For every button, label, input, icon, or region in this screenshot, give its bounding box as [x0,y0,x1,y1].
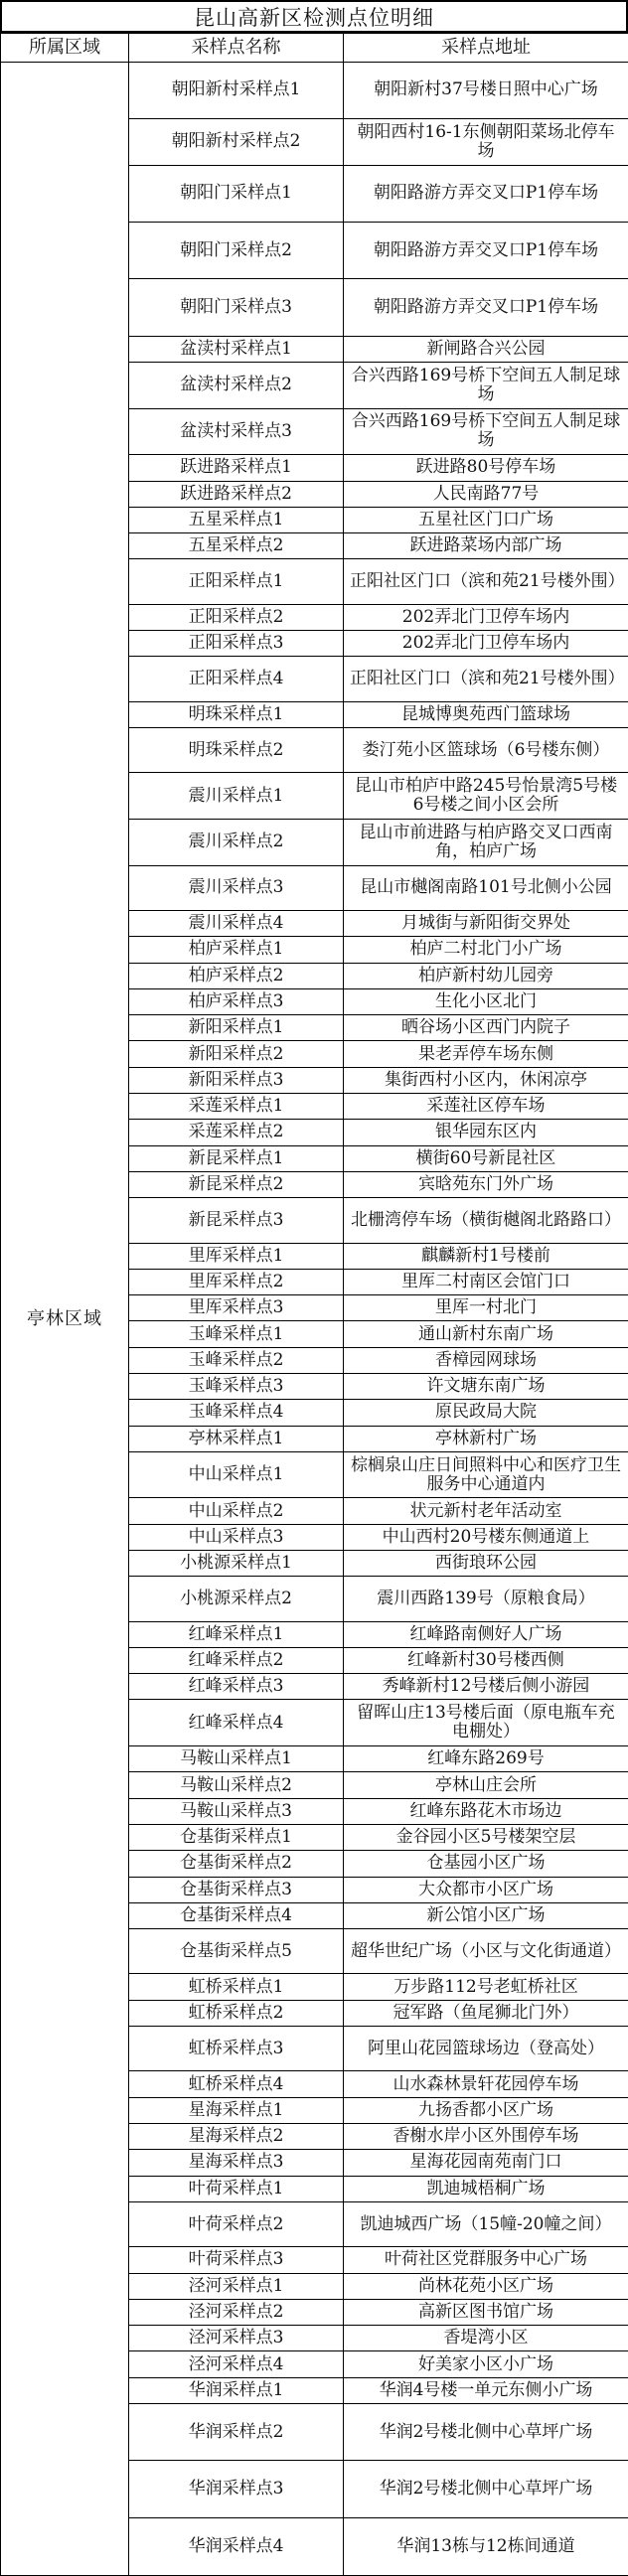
point-name-cell: 五星采样点1 [129,507,344,532]
point-address-cell: 朝阳新村37号楼日照中心广场 [344,62,628,118]
point-name-cell: 泾河采样点1 [129,2273,344,2299]
point-name-cell: 五星采样点2 [129,533,344,559]
point-name-cell: 震川采样点1 [129,773,344,820]
point-name-cell: 仓基街采样点2 [129,1851,344,1877]
point-address-cell: 红峰新村30号楼西侧 [344,1647,628,1673]
point-name-cell: 马鞍山采样点1 [129,1746,344,1772]
point-name-cell: 星海采样点3 [129,2150,344,2176]
point-name-cell: 玉峰采样点2 [129,1347,344,1373]
point-address-cell: 横街60号新昆社区 [344,1145,628,1171]
point-address-cell: 朝阳路游方弄交叉口P1停车场 [344,165,628,222]
point-address-cell: 采莲社区停车场 [344,1094,628,1120]
point-address-cell: 华润2号楼北侧中心草坪广场 [344,2461,628,2517]
point-name-cell: 震川采样点3 [129,865,344,910]
point-name-cell: 泾河采样点4 [129,2351,344,2377]
point-address-cell: 阿里山花园篮球场边（登高处） [344,2027,628,2071]
point-address-cell: 星海花园南苑南门口 [344,2150,628,2176]
sampling-points-table [0,33,628,2576]
point-name-cell: 马鞍山采样点2 [129,1772,344,1798]
point-address-cell: 柏庐新村幼儿园旁 [344,963,628,988]
point-address-cell: 昆山市柏庐中路245号怡景湾5号楼6号楼之间小区会所 [344,773,628,820]
point-address-cell: 万步路112号老虹桥社区 [344,1974,628,2000]
point-address-cell: 山水森林景轩花园停车场 [344,2071,628,2097]
point-name-cell: 虹桥采样点4 [129,2071,344,2097]
point-name-cell: 朝阳新村采样点2 [129,119,344,166]
point-name-cell: 里厍采样点3 [129,1295,344,1321]
point-address-cell: 朝阳路游方弄交叉口P1停车场 [344,223,628,279]
point-address-cell: 超华世纪广场（小区与文化街通道） [344,1929,628,1974]
point-address-cell: 金谷园小区5号楼架空层 [344,1824,628,1850]
point-name-cell: 正阳采样点3 [129,631,344,657]
point-address-cell: 202弄北门卫停车场内 [344,631,628,657]
point-name-cell: 柏庐采样点3 [129,988,344,1014]
point-name-cell: 采莲采样点2 [129,1120,344,1145]
point-address-cell: 合兴西路169号桥下空间五人制足球场 [344,363,628,409]
point-name-cell: 朝阳门采样点3 [129,279,344,336]
table-body [1,34,628,2576]
point-name-cell: 泾河采样点2 [129,2299,344,2325]
point-name-cell: 华润采样点4 [129,2517,344,2575]
point-name-cell: 新阳采样点3 [129,1067,344,1093]
point-name-cell: 玉峰采样点1 [129,1321,344,1347]
point-name-cell: 中山采样点2 [129,1498,344,1524]
point-name-cell: 星海采样点1 [129,2097,344,2123]
point-address-cell: 果老弄停车场东侧 [344,1041,628,1067]
point-address-cell: 昆城博奥苑西门篮球场 [344,701,628,727]
point-address-cell: 跃进路菜场内部广场 [344,533,628,559]
point-address-cell: 柏庐二村北门小广场 [344,937,628,963]
point-name-cell: 虹桥采样点3 [129,2027,344,2071]
point-name-cell: 震川采样点4 [129,911,344,937]
region-cell: 亭林区域 [1,62,129,2575]
point-address-cell: 集街西村小区内，休闲凉亭 [344,1067,628,1093]
point-name-cell: 玉峰采样点3 [129,1373,344,1399]
point-name-cell: 新阳采样点2 [129,1041,344,1067]
point-name-cell: 仓基街采样点4 [129,1902,344,1928]
point-name-cell: 跃进路采样点2 [129,481,344,507]
point-name-cell: 中山采样点1 [129,1451,344,1498]
point-address-cell: 北栅湾停车场（横街樾阁北路路口） [344,1198,628,1243]
point-address-cell: 原民政局大院 [344,1400,628,1426]
point-address-cell: 昆山市樾阁南路101号北侧小公园 [344,865,628,910]
point-name-cell: 红峰采样点1 [129,1621,344,1647]
point-name-cell: 仓基街采样点1 [129,1824,344,1850]
point-name-cell: 盆渎村采样点3 [129,408,344,455]
point-name-cell: 朝阳门采样点2 [129,223,344,279]
point-name-cell: 盆渎村采样点2 [129,363,344,409]
point-name-cell: 红峰采样点2 [129,1647,344,1673]
point-name-cell: 亭林采样点1 [129,1426,344,1451]
point-address-cell: 五星社区门口广场 [344,507,628,532]
point-address-cell: 冠军路（鱼尾狮北门外） [344,2000,628,2026]
point-address-cell: 亭林新村广场 [344,1426,628,1451]
point-address-cell: 大众都市小区广场 [344,1877,628,1902]
point-address-cell: 棕榈泉山庄日间照料中心和医疗卫生服务中心通道内 [344,1451,628,1498]
point-address-cell: 红峰东路269号 [344,1746,628,1772]
point-name-cell: 马鞍山采样点3 [129,1798,344,1824]
point-address-cell: 昆山市前进路与柏庐路交叉口西南角，柏庐广场 [344,820,628,866]
point-address-cell: 高新区图书馆广场 [344,2299,628,2325]
point-address-cell: 202弄北门卫停车场内 [344,604,628,630]
point-address-cell: 华润13栋与12栋间通道 [344,2517,628,2575]
point-address-cell: 里厍二村南区会馆门口 [344,1269,628,1294]
point-address-cell: 许文塘东南广场 [344,1373,628,1399]
point-name-cell: 明珠采样点2 [129,728,344,773]
point-name-cell: 明珠采样点1 [129,701,344,727]
point-address-cell: 华润2号楼北侧中心草坪广场 [344,2403,628,2460]
point-address-cell: 华润4号楼一单元东侧小广场 [344,2377,628,2403]
point-address-cell: 月城街与新阳街交界处 [344,911,628,937]
header-address: 采样点地址 [344,34,628,63]
header-region: 所属区域 [1,34,129,63]
point-name-cell: 虹桥采样点1 [129,1974,344,2000]
point-name-cell: 新昆采样点1 [129,1145,344,1171]
point-address-cell: 留晖山庄13号楼后面（原电瓶车充电棚处） [344,1700,628,1746]
point-name-cell: 正阳采样点4 [129,657,344,701]
point-name-cell: 正阳采样点2 [129,604,344,630]
point-name-cell: 仓基街采样点5 [129,1929,344,1974]
point-address-cell: 尚林花苑小区广场 [344,2273,628,2299]
point-name-cell: 星海采样点2 [129,2124,344,2150]
point-address-cell: 合兴西路169号桥下空间五人制足球场 [344,408,628,455]
point-name-cell: 虹桥采样点2 [129,2000,344,2026]
point-address-cell: 九扬香都小区广场 [344,2097,628,2123]
point-name-cell: 新昆采样点3 [129,1198,344,1243]
point-address-cell: 亭林山庄会所 [344,1772,628,1798]
point-address-cell: 西街琅环公园 [344,1550,628,1576]
table-title: 昆山高新区检测点位明细 [0,0,628,33]
point-name-cell: 叶荷采样点2 [129,2201,344,2246]
point-name-cell: 采莲采样点1 [129,1094,344,1120]
point-name-cell: 里厍采样点1 [129,1243,344,1269]
point-name-cell: 小桃源采样点1 [129,1550,344,1576]
point-name-cell: 里厍采样点2 [129,1269,344,1294]
point-name-cell: 朝阳门采样点1 [129,165,344,222]
point-address-cell: 宾晗苑东门外广场 [344,1171,628,1197]
point-address-cell: 麒麟新村1号楼前 [344,1243,628,1269]
point-address-cell: 银华园东区内 [344,1120,628,1145]
point-name-cell: 柏庐采样点2 [129,963,344,988]
point-address-cell: 通山新村东南广场 [344,1321,628,1347]
point-name-cell: 正阳采样点1 [129,559,344,604]
point-address-cell: 娄汀苑小区篮球场（6号楼东侧） [344,728,628,773]
point-name-cell: 朝阳新村采样点1 [129,62,344,118]
point-address-cell: 正阳社区门口（滨和苑21号楼外围） [344,657,628,701]
point-address-cell: 好美家小区小广场 [344,2351,628,2377]
point-address-cell: 红峰路南侧好人广场 [344,1621,628,1647]
point-address-cell: 凯迪城梧桐广场 [344,2176,628,2201]
header-name: 采样点名称 [129,34,344,63]
point-name-cell: 华润采样点3 [129,2461,344,2517]
point-name-cell: 华润采样点2 [129,2403,344,2460]
point-address-cell: 跃进路80号停车场 [344,455,628,481]
point-name-cell: 柏庐采样点1 [129,937,344,963]
point-name-cell: 泾河采样点3 [129,2326,344,2351]
point-name-cell: 震川采样点2 [129,820,344,866]
point-address-cell: 中山西村20号楼东侧通道上 [344,1524,628,1550]
point-address-cell: 里厍一村北门 [344,1295,628,1321]
point-name-cell: 叶荷采样点1 [129,2176,344,2201]
point-name-cell: 玉峰采样点4 [129,1400,344,1426]
point-address-cell: 仓基园小区广场 [344,1851,628,1877]
point-name-cell: 新昆采样点2 [129,1171,344,1197]
point-name-cell: 中山采样点3 [129,1524,344,1550]
point-address-cell: 新公馆小区广场 [344,1902,628,1928]
point-address-cell: 生化小区北门 [344,988,628,1014]
point-address-cell: 晒谷场小区西门内院子 [344,1015,628,1041]
point-name-cell: 仓基街采样点3 [129,1877,344,1902]
point-address-cell: 红峰东路花木市场边 [344,1798,628,1824]
point-address-cell: 凯迪城西广场（15幢-20幢之间） [344,2201,628,2246]
header-row [1,34,628,63]
point-name-cell: 盆渎村采样点1 [129,336,344,362]
point-address-cell: 人民南路77号 [344,481,628,507]
point-address-cell: 朝阳路游方弄交叉口P1停车场 [344,279,628,336]
point-name-cell: 小桃源采样点2 [129,1577,344,1621]
point-name-cell: 红峰采样点4 [129,1700,344,1746]
point-name-cell: 华润采样点1 [129,2377,344,2403]
point-address-cell: 秀峰新村12号楼后侧小游园 [344,1674,628,1700]
point-address-cell: 朝阳西村16-1东侧朝阳菜场北停车场 [344,119,628,166]
point-address-cell: 新闸路合兴公园 [344,336,628,362]
point-address-cell: 震川西路139号（原粮食局） [344,1577,628,1621]
table-row [1,62,628,118]
point-name-cell: 跃进路采样点1 [129,455,344,481]
point-address-cell: 香榭水岸小区外围停车场 [344,2124,628,2150]
point-name-cell: 叶荷采样点3 [129,2247,344,2273]
point-address-cell: 状元新村老年活动室 [344,1498,628,1524]
point-address-cell: 叶荷社区党群服务中心广场 [344,2247,628,2273]
point-address-cell: 正阳社区门口（滨和苑21号楼外围） [344,559,628,604]
point-name-cell: 新阳采样点1 [129,1015,344,1041]
point-address-cell: 香樟园网球场 [344,1347,628,1373]
point-name-cell: 红峰采样点3 [129,1674,344,1700]
point-address-cell: 香堤湾小区 [344,2326,628,2351]
